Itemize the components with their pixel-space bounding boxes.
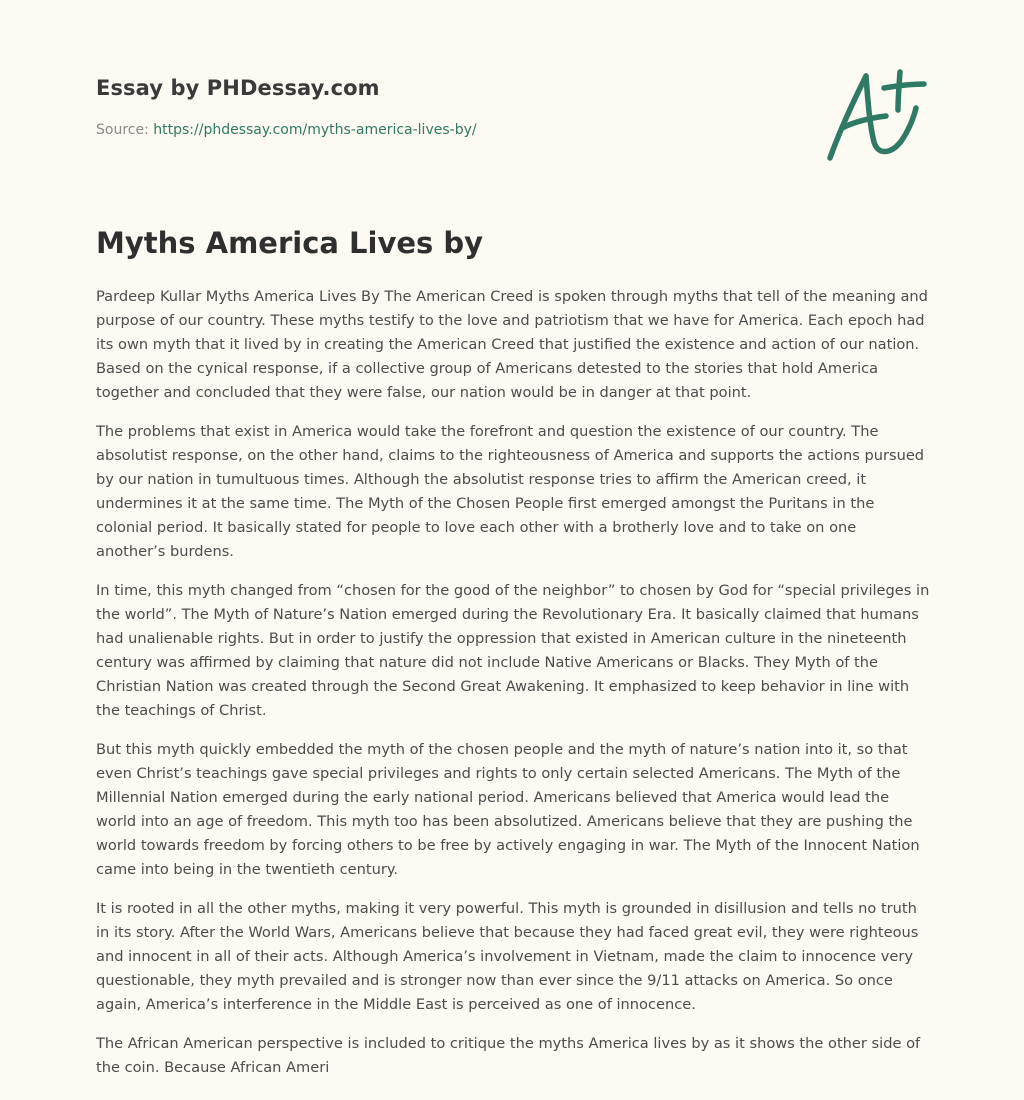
source-line: [96, 122, 928, 138]
essay-paragraph: Pardeep Kullar Myths America Lives By The American Creed is spoken through myths that tell of the meaning and purpose of our country. These myths testify to the love and patriotism that we have for America. Each epoch had its own myth that it lived by in creating the American Creed that justified the existence and action of our nation. Based on the cynical response, if a collective group of Americans detested to the stories that hold America together and concluded that they were false, our nation would be in danger at that point.: [96, 288, 928, 401]
essay-paragraph: It is rooted in all the other myths, making it very powerful. This myth is grounded in disillusion and tells no truth in its story. After the World Wars, Americans believe that because they had faced great evil, they were righteous and innocent in all of their acts. Although America’s involvement in Vietnam, made the claim to innocence very questionable, they myth prevailed and is stronger now than ever since the 9/11 attacks on America. So once again, America’s interference in the Middle East is perceived as one of innocence.: [96, 900, 919, 1013]
essay-body: [96, 285, 930, 1095]
source-label: Source:: [96, 122, 154, 138]
essay-paragraph: The problems that exist in America would take the forefront and question the existence of our country. The absolutist response, on the other hand, claims to the righteousness of America and supports the actions pursued by our nation in tumultuous times. Although the absolutist response tries to affirm the American creed, it undermines it at the same time. The Myth of the Chosen People first emerged amongst the Puritans in the colonial period. It basically stated for people to love each other with a brotherly love and to take on one another’s burdens.: [96, 423, 925, 560]
essay-paragraph: The African American perspective is included to critique the myths America lives by as it shows the other side of the coin. Because African Ameri: [96, 1035, 921, 1076]
essay-paragraph: In time, this myth changed from “chosen for the good of the neighbor” to chosen by God for “special privileges in the world”. The Myth of Nature’s Nation emerged during the Revolutionary Era. It basically claimed that humans had unalienable rights. But in order to justify the oppression that existed in American culture in the nineteenth century was affirmed by claiming that nature did not include Native Americans or Blacks. They Myth of the Christian Nation was created through the Second Great Awakening. It emphasized to keep behavior in line with the teachings of Christ.: [96, 582, 930, 719]
essay-title: Myths America Lives by: [96, 226, 484, 260]
essay-paragraph: But this myth quickly embedded the myth of the chosen people and the myth of nature’s nation into it, so that even Christ’s teachings gave special privileges and rights to only certain selected Americans. The Myth of the Millennial Nation emerged during the early national period. Americans believed that America would lead the world into an age of freedom. This myth too has been absolutized. Americans believe that they are pushing the world towards freedom by forcing others to be free by actively engaging in war. The Myth of the Innocent Nation came into being in the twentieth century.: [96, 741, 920, 878]
a-plus-logo-icon: [820, 64, 932, 168]
header: [96, 76, 928, 138]
brand-title: Essay by PHDessay.com: [96, 76, 380, 100]
source-link[interactable]: https://phdessay.com/myths-america-lives-by/: [153, 122, 477, 138]
